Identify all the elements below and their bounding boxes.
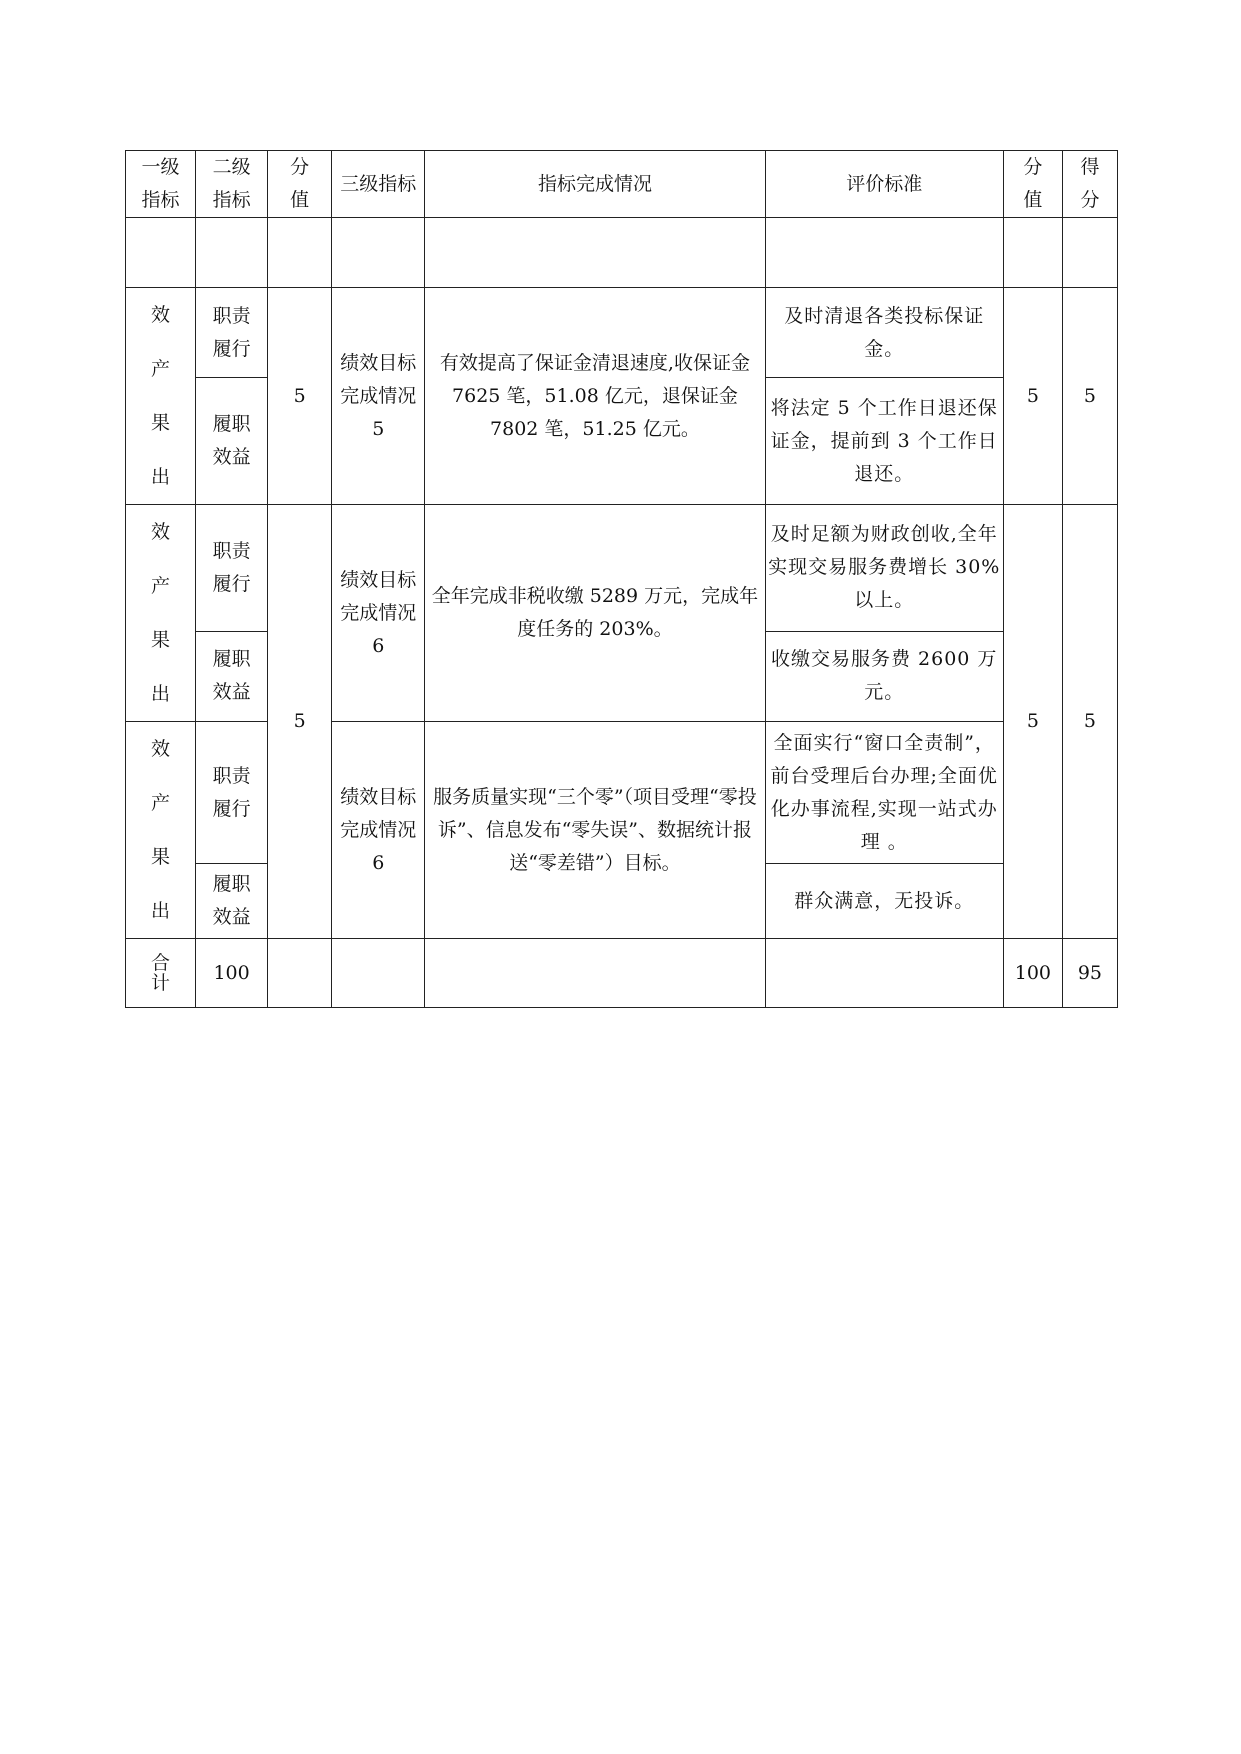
group2-sub1: 职责履行 bbox=[196, 505, 268, 632]
blank-row bbox=[126, 218, 1118, 288]
group2-criteria2: 收缴交易服务费 2600 万元。 bbox=[765, 631, 1003, 721]
group1-criteria2: 将法定 5 个工作日退还保证金，提前到 3 个工作日退还。 bbox=[765, 378, 1003, 505]
total-obtained: 95 bbox=[1062, 939, 1117, 1008]
total-row bbox=[126, 939, 1118, 1008]
group2-completion: 全年完成非税收缴 5289 万元，完成年度任务的 203%。 bbox=[425, 505, 765, 722]
group2-sub2: 履职效益 bbox=[196, 631, 268, 721]
table-row bbox=[126, 505, 1118, 632]
group3-level3: 绩效目标完成情况 6 bbox=[332, 722, 425, 939]
group3-criteria1: 全面实行“窗口全责制”，前台受理后台办理;全面优化办事流程,实现一站式办理 。 bbox=[765, 722, 1003, 864]
header-criteria: 评价标准 bbox=[765, 151, 1003, 218]
group23-obtained: 5 bbox=[1062, 505, 1117, 939]
group1-level3: 绩效目标完成情况 5 bbox=[332, 288, 425, 505]
group23-score: 5 bbox=[268, 505, 332, 939]
header-score: 分值 bbox=[268, 151, 332, 218]
header-value: 分值 bbox=[1003, 151, 1062, 218]
group3-sub2: 履职效益 bbox=[196, 864, 268, 939]
group3-level1: 效 产 果 出 bbox=[126, 722, 196, 939]
performance-evaluation-table bbox=[125, 150, 1118, 1008]
header-completion: 指标完成情况 bbox=[425, 151, 765, 218]
total-value: 100 bbox=[1003, 939, 1062, 1008]
header-level2: 二级指标 bbox=[196, 151, 268, 218]
header-obtained: 得分 bbox=[1062, 151, 1117, 218]
group1-level1: 效 产 果 出 bbox=[126, 288, 196, 505]
group1-sub2: 履职效益 bbox=[196, 378, 268, 505]
group2-criteria1: 及时足额为财政创收,全年实现交易服务费增长 30%以上。 bbox=[765, 505, 1003, 632]
group23-value: 5 bbox=[1003, 505, 1062, 939]
group3-criteria2: 群众满意，无投诉。 bbox=[765, 864, 1003, 939]
group1-criteria1: 及时清退各类投标保证金。 bbox=[765, 288, 1003, 378]
group1-completion: 有效提高了保证金清退速度,收保证金 7625 笔，51.08 亿元，退保证金 7802 笔，51.25 亿元。 bbox=[425, 288, 765, 505]
table-header-row bbox=[126, 151, 1118, 218]
total-label: 合计 bbox=[126, 939, 196, 1008]
header-level1: 一级指标 bbox=[126, 151, 196, 218]
header-level3: 三级指标 bbox=[332, 151, 425, 218]
group2-level1: 效 产 果 出 bbox=[126, 505, 196, 722]
group2-level3: 绩效目标完成情况 6 bbox=[332, 505, 425, 722]
group1-score: 5 bbox=[268, 288, 332, 505]
group3-completion: 服务质量实现“三个零”（项目受理“零投诉”、信息发布“零失误”、数据统计报送“零差错”）目标。 bbox=[425, 722, 765, 939]
group3-sub1: 职责履行 bbox=[196, 722, 268, 864]
group1-obtained: 5 bbox=[1062, 288, 1117, 505]
group1-value: 5 bbox=[1003, 288, 1062, 505]
group1-sub1: 职责履行 bbox=[196, 288, 268, 378]
table-row bbox=[126, 288, 1118, 378]
total-level2: 100 bbox=[196, 939, 268, 1008]
